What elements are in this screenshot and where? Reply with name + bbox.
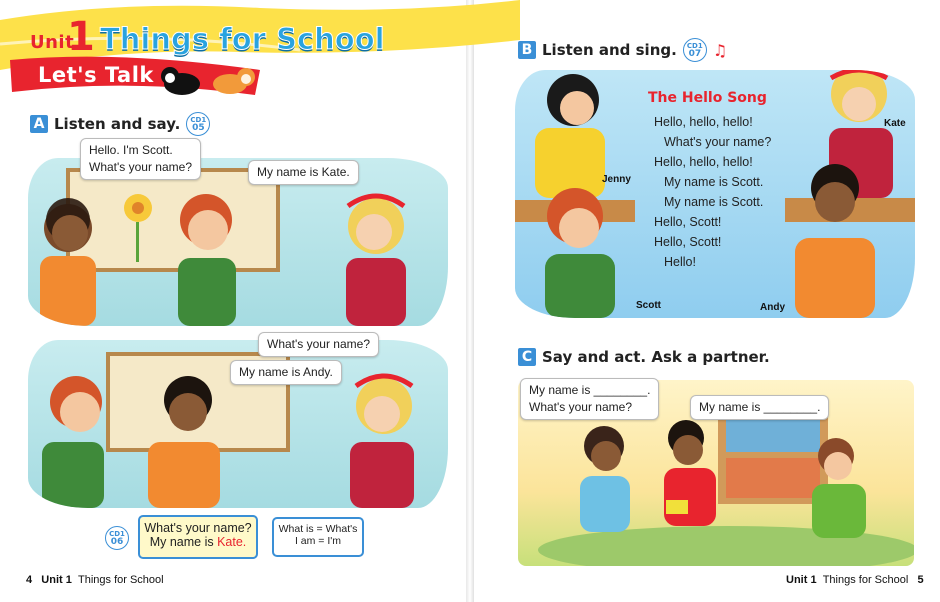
music-notes-icon: ♫ (712, 40, 728, 60)
contraction-what-is: What is = What's (278, 523, 358, 535)
speech-bubble-partner-left: My name is ________. What's your name? (520, 378, 659, 420)
unit-number: 1 (67, 14, 95, 60)
lesson-title: Let's Talk (38, 63, 154, 87)
song-title: The Hello Song (648, 90, 767, 106)
page-number-left: 4 (26, 574, 33, 586)
song-line: What's your name? (664, 135, 772, 149)
grammar-question: What's your name? (144, 521, 252, 535)
song-line: Hello, hello, hello! (654, 155, 753, 169)
song-line: My name is Scott. (664, 175, 764, 189)
speech-bubble-andy: My name is Andy. (230, 360, 342, 385)
speech-bubble-partner-right: My name is ________. (690, 395, 829, 420)
name-tag-andy: Andy (760, 302, 785, 313)
section-c-letter: C (518, 348, 536, 366)
song-line: Hello, Scott! (654, 215, 722, 229)
unit-title: Things for School (100, 22, 385, 56)
section-a-letter: A (30, 115, 48, 133)
section-a-title: Listen and say. (54, 115, 181, 133)
cd-track-icon[interactable]: CD1 05 (186, 112, 210, 136)
speech-bubble-scott: Hello. I'm Scott. What's your name? (80, 138, 201, 180)
speech-bubble-kate-question: What's your name? (258, 332, 379, 357)
scene-1-illustration (28, 158, 448, 326)
grammar-box (138, 515, 258, 559)
section-c-title: Say and act. Ask a partner. (542, 348, 770, 366)
contraction-i-am: I am = I'm (294, 535, 342, 547)
cats-illustration (160, 62, 270, 98)
name-tag-scott: Scott (636, 300, 661, 311)
section-b-letter: B (518, 41, 536, 59)
speech-bubble-kate: My name is Kate. (248, 160, 359, 185)
classroom-background (28, 158, 448, 326)
name-tag-kate: Kate (884, 118, 906, 129)
song-line: Hello! (664, 255, 696, 269)
song-scene-background (515, 70, 915, 318)
song-line: Hello, Scott! (654, 235, 722, 249)
song-scene-illustration (515, 70, 915, 318)
contraction-box (272, 517, 364, 557)
song-line: My name is Scott. (664, 195, 764, 209)
cd-track-icon-06[interactable]: CD1 06 (105, 526, 129, 550)
footer-right: Unit 1 Things for School 5 (786, 574, 924, 586)
page-number-right: 5 (917, 574, 924, 586)
footer-left: 4 Unit 1 Things for School (26, 574, 164, 586)
section-a-heading (30, 112, 210, 136)
unit-word: Unit (30, 32, 75, 53)
section-b-title: Listen and sing. (542, 41, 677, 59)
grammar-answer: My name is Kate. (149, 535, 247, 549)
song-line: Hello, hello, hello! (654, 115, 753, 129)
name-tag-jenny: Jenny (602, 174, 631, 185)
section-b-heading (518, 38, 727, 62)
cd-track-icon-07[interactable]: CD1 07 (683, 38, 707, 62)
section-c-heading (518, 348, 770, 366)
